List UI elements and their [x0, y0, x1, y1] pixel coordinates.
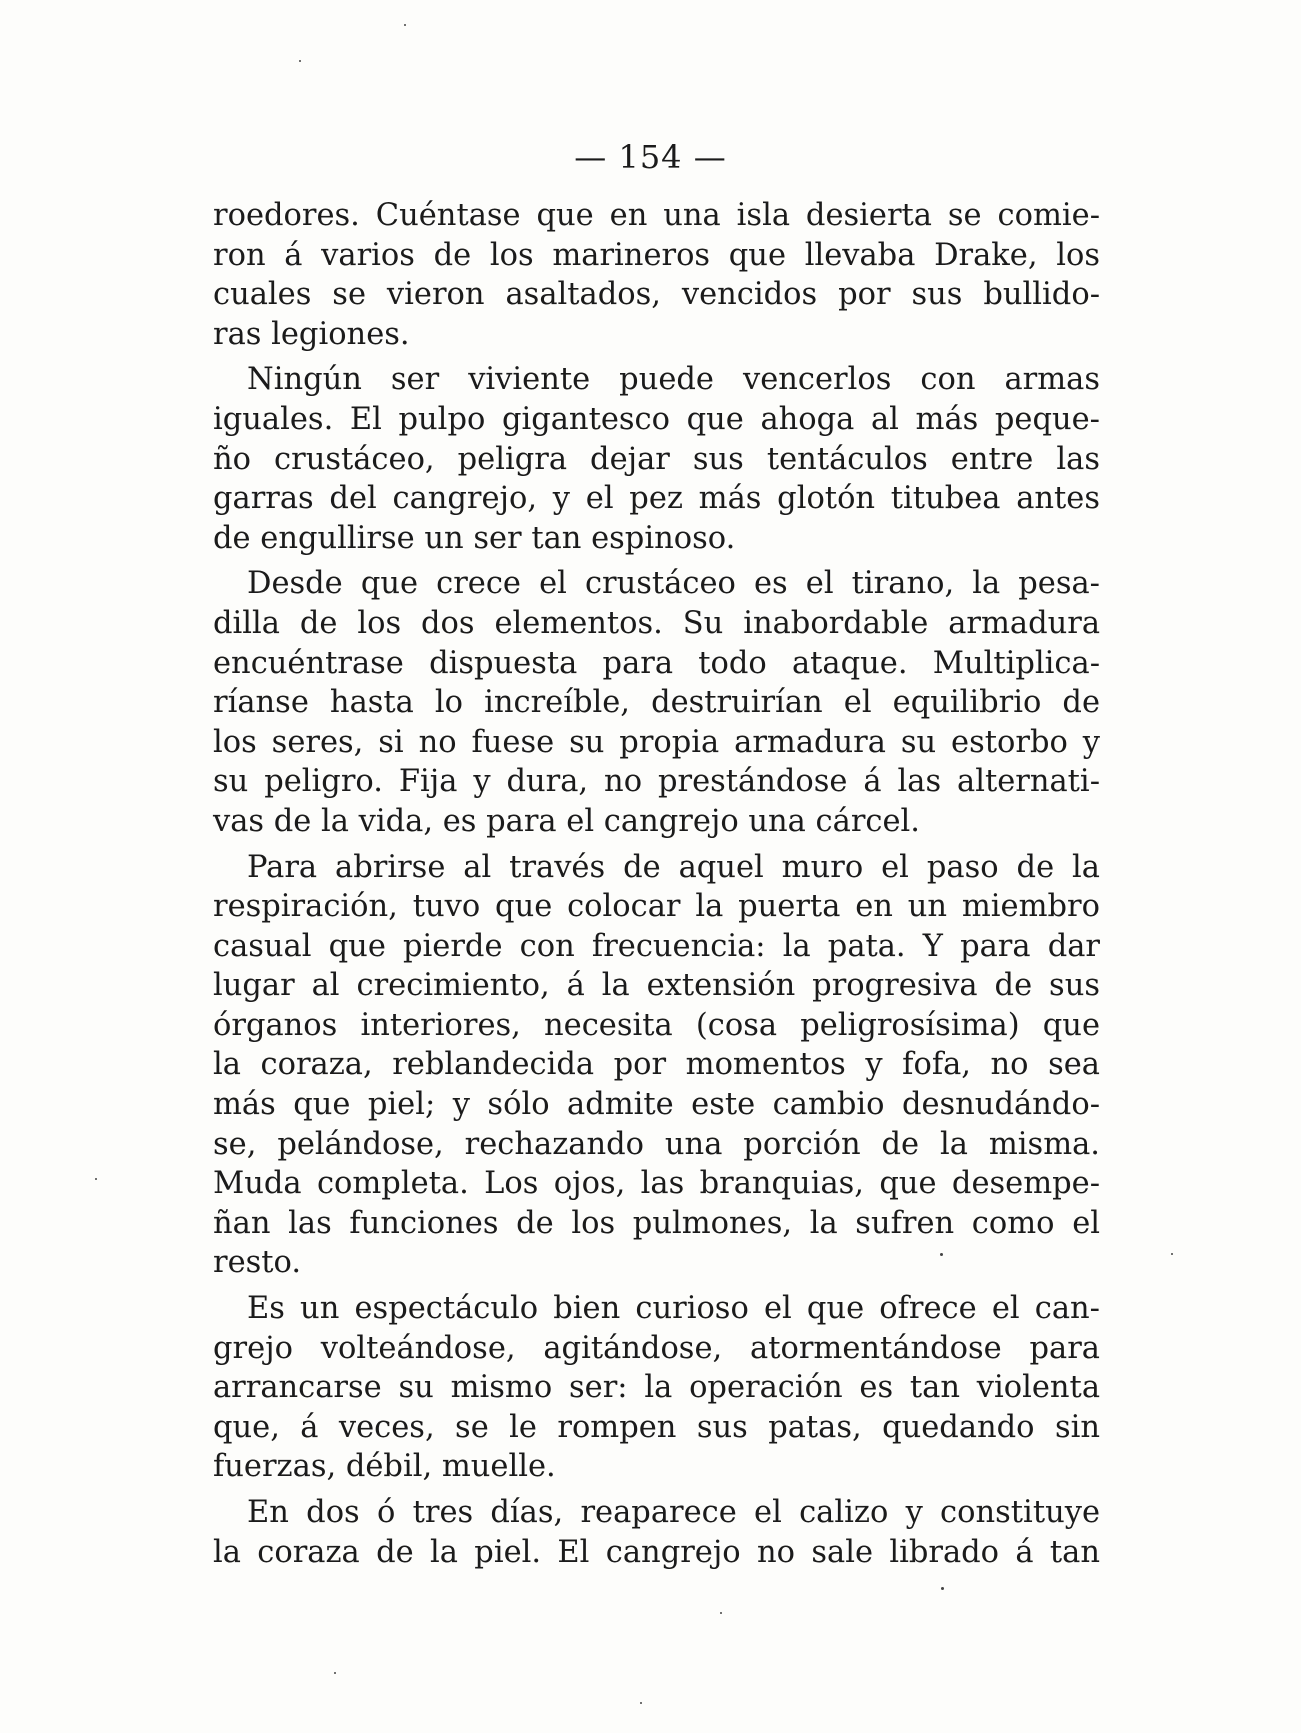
text-line: grejo volteándose, agitándose, atormentándose para	[213, 1330, 1100, 1366]
paper-speck	[941, 1587, 944, 1590]
paragraph-3	[213, 564, 1100, 841]
text-line: Desde que crece el crustáceo es el tirano, la pesa-	[247, 566, 1100, 602]
paragraph-5	[213, 1289, 1100, 1487]
text-line: los seres, si no fuese su propia armadura su estorbo y	[213, 724, 1100, 760]
text-line: Para abrirse al través de aquel muro el paso de la	[247, 849, 1100, 885]
paper-speck	[95, 1178, 97, 1180]
page-number-header: — 154 —	[574, 138, 727, 176]
body-text	[213, 196, 1100, 1578]
text-line: fuerzas, débil, muelle.	[213, 1449, 556, 1485]
text-line: órganos interiores, necesita (cosa peligrosísima) que	[213, 1007, 1100, 1043]
paragraph-6	[213, 1493, 1100, 1572]
paper-speck	[299, 60, 301, 62]
paper-speck	[1171, 1253, 1173, 1255]
text-line: cuales se vieron asaltados, vencidos por sus bullido-	[213, 277, 1100, 313]
text-line: roedores. Cuéntase que en una isla desierta se comie-	[213, 198, 1100, 233]
text-line: ño crustáceo, peligra dejar sus tentáculos entre las	[213, 441, 1100, 477]
paper-speck	[640, 1702, 642, 1704]
text-line: Ningún ser viviente puede vencerlos con armas	[247, 362, 1100, 398]
text-line: ras legiones.	[213, 316, 410, 352]
text-line: Es un espectáculo bien curioso el que ofrece el can-	[247, 1291, 1100, 1327]
text-line: iguales. El pulpo gigantesco que ahoga al más peque-	[213, 401, 1100, 437]
paragraph-1	[213, 196, 1100, 354]
paragraph-2	[213, 360, 1100, 558]
text-line: dilla de los dos elementos. Su inabordable armadura	[213, 605, 1100, 641]
paragraph-4	[213, 848, 1100, 1284]
text-line: arrancarse su mismo ser: la operación es tan violenta	[213, 1370, 1100, 1406]
paper-speck	[404, 24, 406, 26]
text-line: la coraza, reblandecida por momentos y fofa, no sea	[213, 1047, 1100, 1083]
text-line: su peligro. Fija y dura, no prestándose á las alternati-	[213, 764, 1100, 800]
text-line: ñan las funciones de los pulmones, la sufren como el	[213, 1205, 1100, 1241]
text-line: ríanse hasta lo increíble, destruirían el equilibrio de	[213, 685, 1100, 721]
text-line: garras del cangrejo, y el pez más glotón titubea antes	[213, 481, 1100, 517]
paper-speck	[720, 1612, 722, 1614]
text-line: encuéntrase dispuesta para todo ataque. Multiplica-	[213, 645, 1100, 681]
text-line: que, á veces, se le rompen sus patas, quedando sin	[213, 1409, 1100, 1445]
text-line: más que piel; y sólo admite este cambio desnudándo-	[213, 1087, 1100, 1123]
text-line: lugar al crecimiento, á la extensión progresiva de sus	[213, 968, 1100, 1004]
text-line: Muda completa. Los ojos, las branquias, que desempe-	[213, 1166, 1100, 1202]
text-line: respiración, tuvo que colocar la puerta en un miembro	[213, 889, 1100, 925]
text-line: se, pelándose, rechazando una porción de la misma.	[213, 1126, 1100, 1162]
paper-speck	[334, 1672, 336, 1674]
text-line: casual que pierde con frecuencia: la pata. Y para dar	[213, 928, 1100, 964]
text-line: resto.	[213, 1245, 302, 1281]
text-line: vas de la vida, es para el cangrejo una cárcel.	[213, 803, 920, 839]
text-line: ron á varios de los marineros que llevaba Drake, los	[213, 237, 1100, 273]
text-line: la coraza de la piel. El cangrejo no sale librado á tan	[213, 1534, 1100, 1570]
text-line: de engullirse un ser tan espinoso.	[213, 520, 736, 556]
paper-speck	[940, 1253, 943, 1256]
text-line: En dos ó tres días, reaparece el calizo y constituye	[247, 1495, 1100, 1530]
